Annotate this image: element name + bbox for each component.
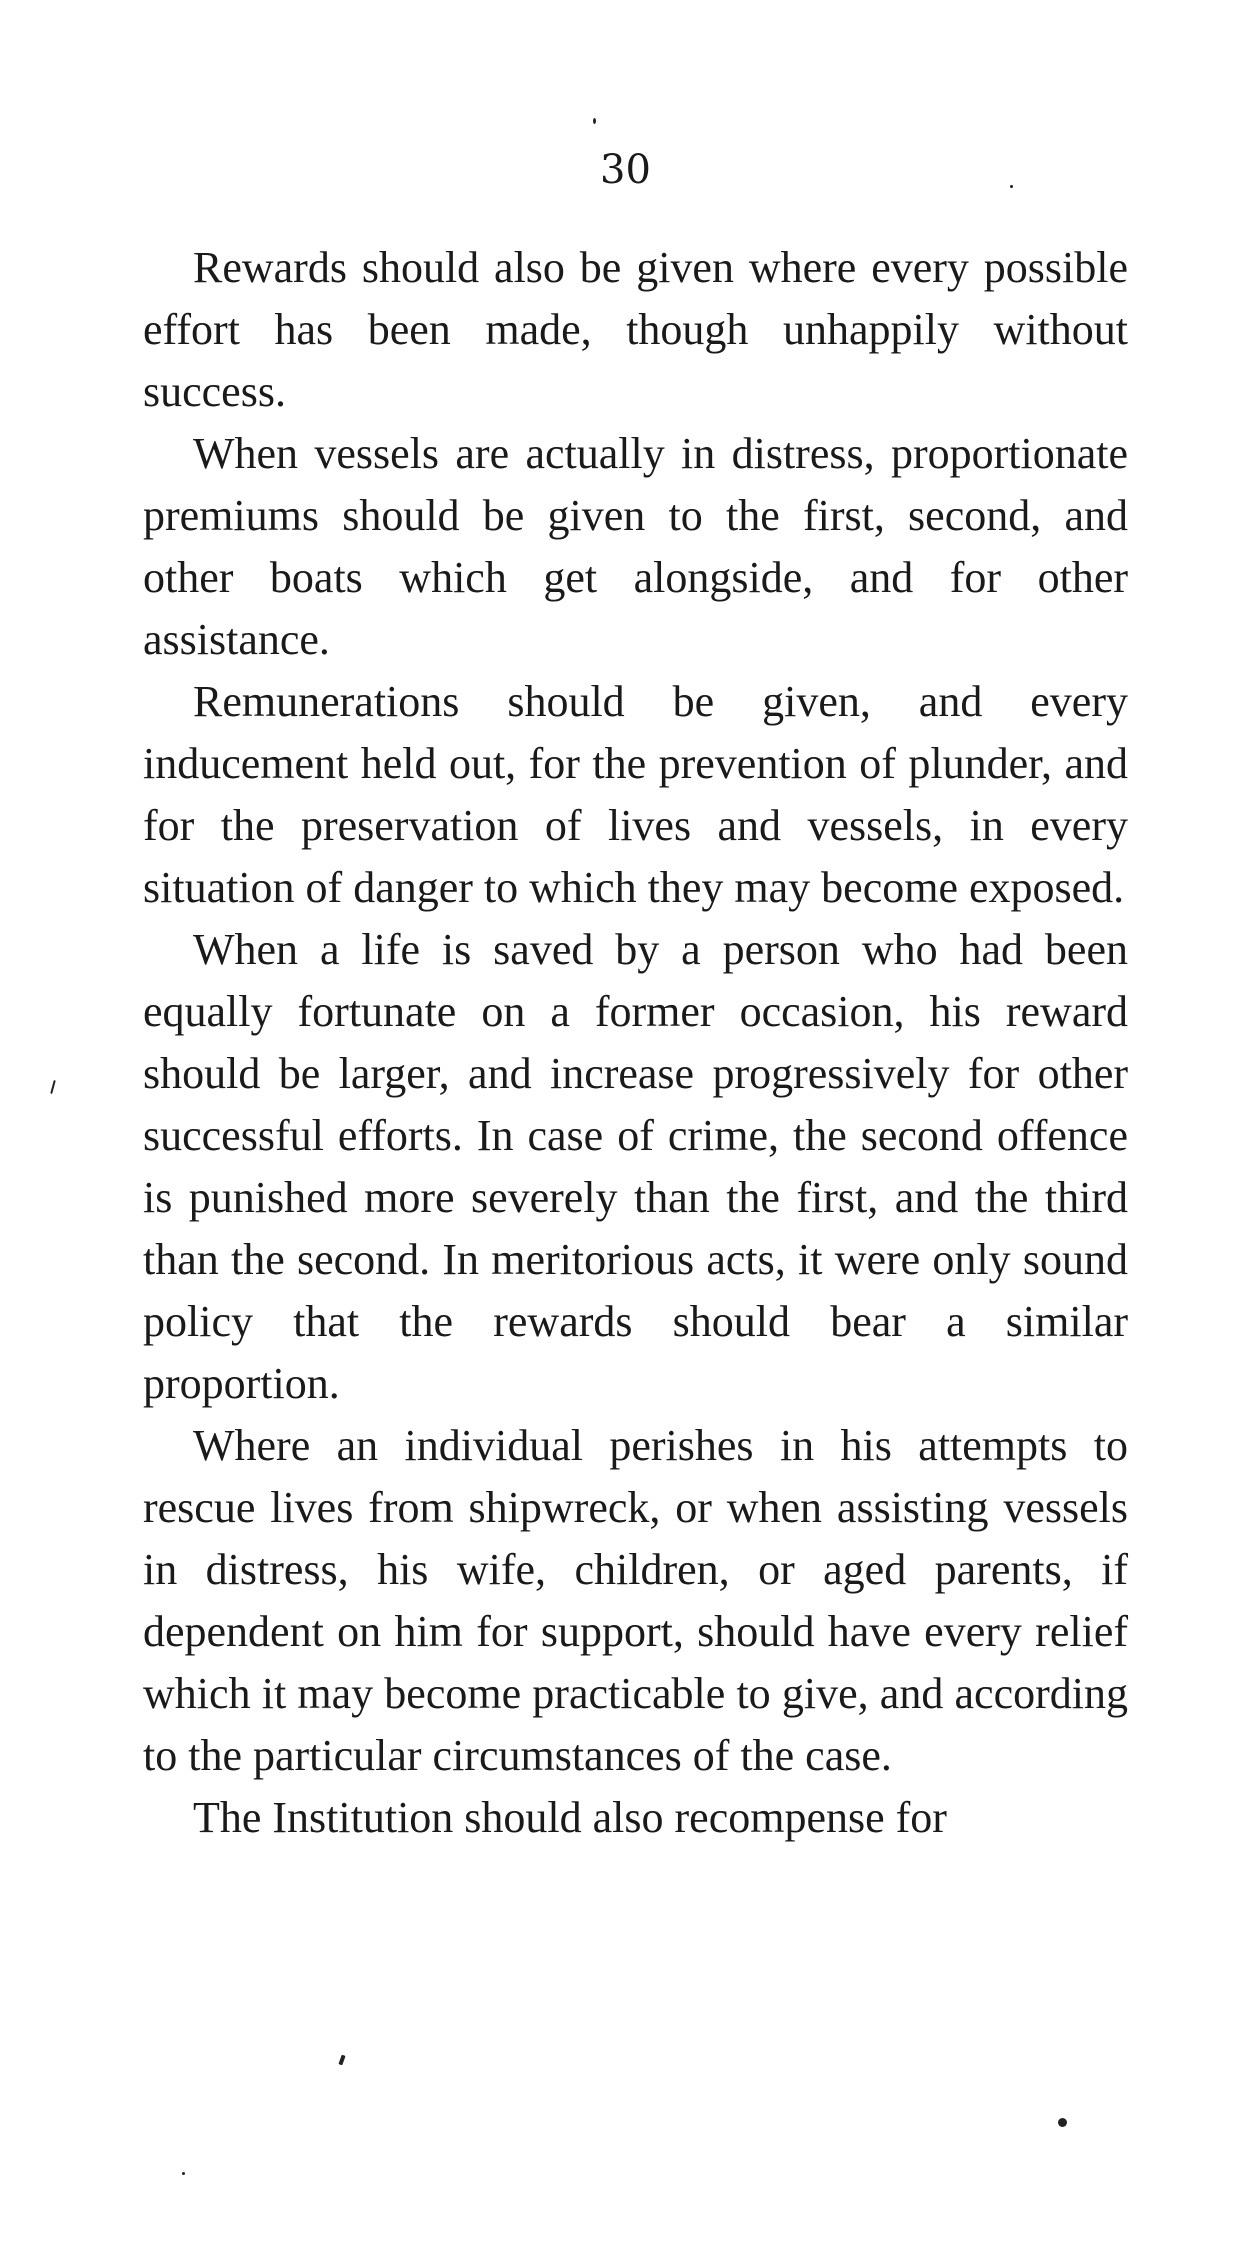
body-text bbox=[143, 237, 1128, 1849]
paragraph-6: The Institution should also recompense for bbox=[193, 1793, 947, 1842]
paragraph-5: Where an individual perishes in his attempts to rescue lives from shipwreck, or when assisting vessels in distress, his wife, children, or aged parents, if dependent on him for support, should have every relief which it may become practicable to give, and according to the particular circumstances of the case. bbox=[143, 1421, 1128, 1780]
scan-speck bbox=[593, 118, 596, 124]
paragraph-2: When vessels are actually in distress, proportionate premiums should be given to the first, second, and other boats which get alongside, and for other assistance. bbox=[143, 429, 1128, 664]
paragraph-1: Rewards should also be given where every possible effort has been made, though unhappily without success. bbox=[143, 243, 1128, 416]
scan-speck bbox=[1010, 185, 1013, 188]
paragraph-4: When a life is saved by a person who had been equally fortunate on a former occasion, his reward should be larger, and increase progressively for other successful efforts. In case of crime, the second offence is punished more severely than the first, and the third than the second. In meritorious acts, it were only sound policy that the rewards should bear a similar proportion. bbox=[143, 925, 1128, 1408]
scan-speck bbox=[182, 2172, 185, 2175]
page-number: 30 bbox=[600, 147, 651, 193]
scan-speck bbox=[338, 2055, 345, 2066]
scan-speck bbox=[50, 1080, 56, 1094]
paragraph-3: Remunerations should be given, and every inducement held out, for the prevention of plunder, and for the preservation of lives and vessels, in every situation of danger to which they may become exposed. bbox=[143, 677, 1128, 912]
scan-speck bbox=[1058, 2118, 1067, 2127]
